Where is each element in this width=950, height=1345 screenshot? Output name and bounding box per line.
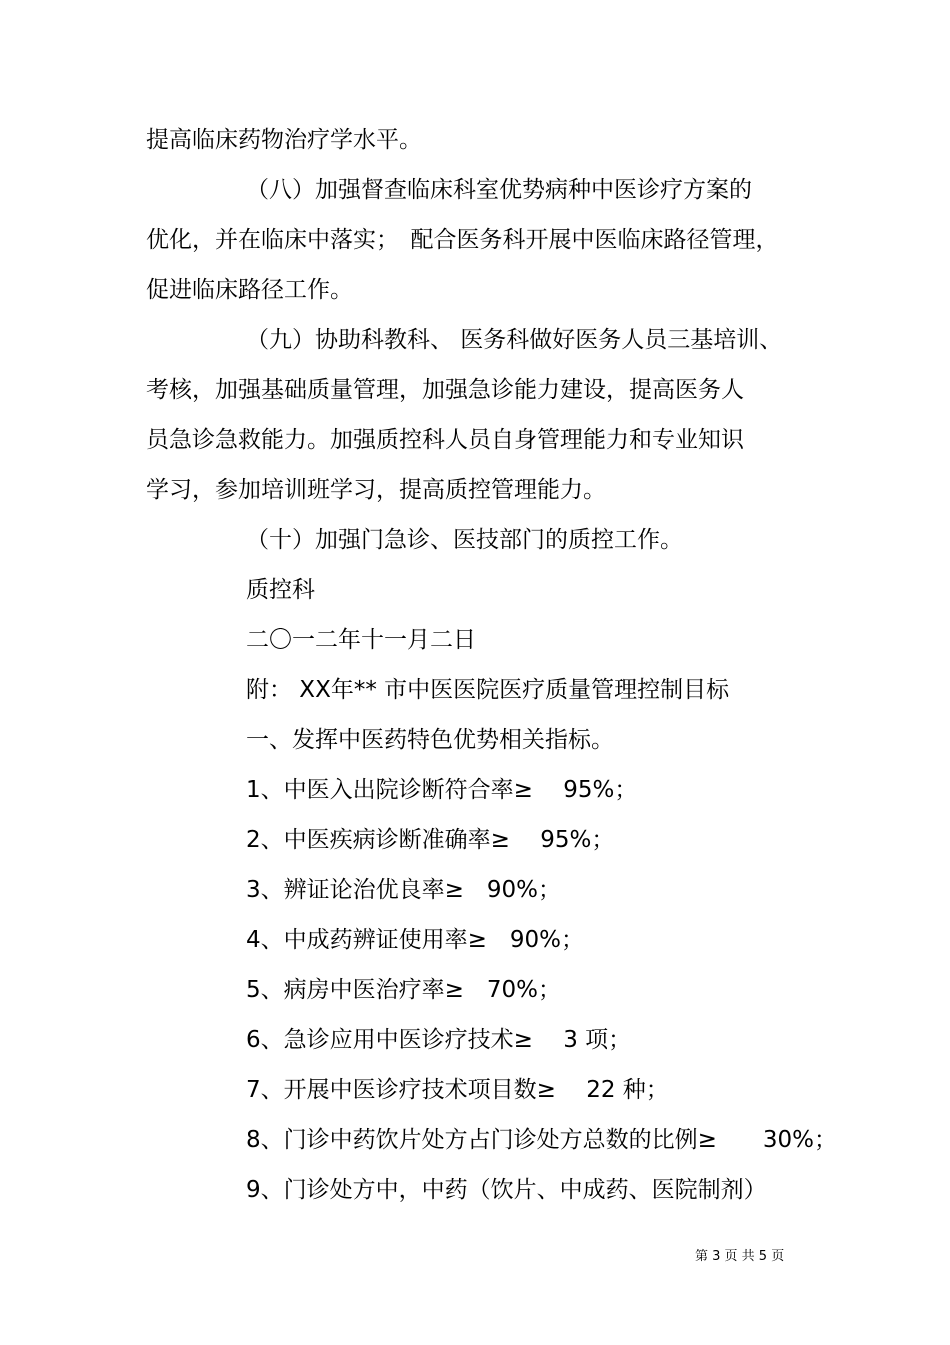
paragraph-line: 员急诊急救能力。加强质控科人员自身管理能力和专业知识 — [146, 427, 744, 453]
list-item: 7、开展中医诊疗技术项目数≥ 22 种； — [246, 1077, 669, 1103]
paragraph-line: 学习，参加培训班学习，提高质控管理能力。 — [146, 477, 606, 503]
signature-department: 质控科 — [246, 577, 315, 603]
paragraph-line: （十）加强门急诊、医技部门的质控工作。 — [246, 527, 683, 553]
list-item: 9、门诊处方中，中药（饮片、中成药、医院制剂） — [246, 1177, 767, 1203]
list-item: 8、门诊中药饮片处方占门诊处方总数的比例≥ 30%； — [246, 1127, 838, 1153]
list-item: 5、病房中医治疗率≥ 70%； — [246, 977, 562, 1003]
paragraph-line: 考核，加强基础质量管理，加强急诊能力建设，提高医务人 — [146, 377, 744, 403]
list-item: 3、辨证论治优良率≥ 90%； — [246, 877, 562, 903]
section-heading: 一、发挥中医药特色优势相关指标。 — [246, 727, 614, 753]
paragraph-line: （九）协助科教科、 医务科做好医务人员三基培训、 — [246, 327, 783, 353]
list-item: 1、中医入出院诊断符合率≥ 95%； — [246, 777, 638, 803]
paragraph-line: 促进临床路径工作。 — [146, 277, 353, 303]
signature-date: 二〇一二年十一月二日 — [246, 627, 476, 653]
list-item: 4、中成药辨证使用率≥ 90%； — [246, 927, 585, 953]
list-item: 2、中医疾病诊断准确率≥ 95%； — [246, 827, 615, 853]
list-item: 6、急诊应用中医诊疗技术≥ 3 项； — [246, 1027, 632, 1053]
appendix-title: 附： XX年** 市中医医院医疗质量管理控制目标 — [246, 677, 730, 703]
paragraph-line: 提高临床药物治疗学水平。 — [146, 127, 422, 153]
paragraph-line: （八）加强督查临床科室优势病种中医诊疗方案的 — [246, 177, 752, 203]
paragraph-line: 优化，并在临床中落实； 配合医务科开展中医临床路径管理， — [146, 227, 779, 253]
page-number-footer: 第 3 页 共 5 页 — [695, 1249, 785, 1264]
